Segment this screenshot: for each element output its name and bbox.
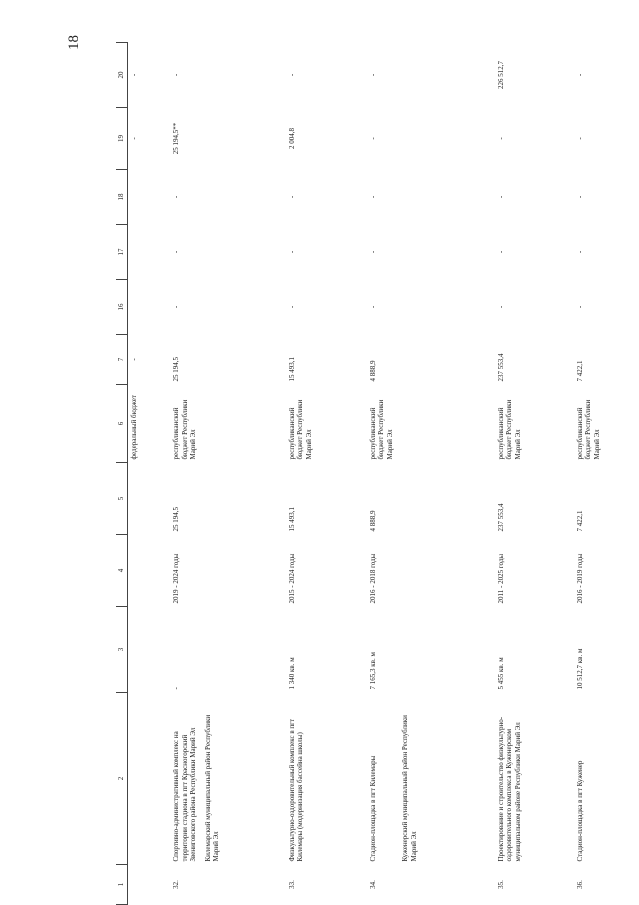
cell: 2 004,8 bbox=[287, 128, 296, 149]
cell: 237 553,4 bbox=[496, 503, 505, 532]
cell: - bbox=[368, 137, 377, 140]
cell: - bbox=[496, 250, 505, 254]
table-row bbox=[495, 43, 574, 905]
cell: - bbox=[130, 137, 138, 140]
col-header: 19 bbox=[116, 108, 128, 170]
object-name: Физкультурно-оздоровительный комплекс в пгт Килемары (модернизация бассейна школы) bbox=[287, 718, 305, 862]
cell: - bbox=[496, 305, 505, 309]
table-row bbox=[286, 43, 367, 905]
table-row bbox=[574, 43, 638, 905]
table-row bbox=[170, 43, 285, 905]
object-name: Стадион-площадка в пгт Килемары Куженерский муниципальный район Республики Марий Эл bbox=[367, 693, 495, 865]
area: 10 512,7 кв. м bbox=[575, 648, 584, 690]
area: 7 165,3 кв. м bbox=[368, 652, 377, 690]
col-header: 2 bbox=[116, 693, 128, 865]
cell: 237 553,4 bbox=[496, 353, 505, 382]
cell: 25 194,5 bbox=[172, 507, 181, 532]
funding-source: республиканский бюджет Республики Марий Эл bbox=[172, 399, 198, 460]
cell: - bbox=[130, 73, 138, 77]
cell: - bbox=[287, 305, 296, 309]
object-name: Стадион-площадка в пгт Куженер bbox=[575, 760, 584, 862]
row-number: 36. bbox=[575, 880, 584, 889]
cell: 15 493,1 bbox=[287, 507, 296, 532]
row-number: 32. bbox=[172, 880, 181, 889]
cell: - bbox=[368, 305, 377, 309]
table-row bbox=[367, 43, 495, 905]
table-row bbox=[128, 43, 171, 905]
cell: - bbox=[575, 250, 584, 254]
municipality: Килемарский муниципальный район Республики Марий Эл bbox=[203, 714, 221, 862]
cell: - bbox=[287, 195, 296, 199]
years: 2016 - 2019 годы bbox=[575, 553, 584, 604]
cell: - bbox=[368, 195, 377, 199]
municipality: Куженерский муниципальный район Республики Марий Эл bbox=[401, 715, 418, 862]
col-header: 6 bbox=[116, 385, 128, 463]
cell: - bbox=[368, 250, 377, 254]
cell bbox=[128, 170, 171, 225]
cell: 7 422,1 bbox=[575, 360, 584, 382]
years: 2016 - 2018 годы bbox=[368, 553, 377, 604]
page-number: 18 bbox=[66, 35, 82, 50]
cell: 226 512,7 bbox=[496, 61, 505, 89]
col-header: 17 bbox=[116, 225, 128, 280]
col-header: 4 bbox=[116, 535, 128, 607]
program-table bbox=[116, 42, 638, 905]
funding-source: республиканский бюджет Республики Марий Эл bbox=[287, 399, 313, 460]
col-header: 7 bbox=[116, 335, 128, 385]
years: 2015 - 2024 годы bbox=[287, 553, 296, 604]
cell: - bbox=[172, 73, 181, 77]
years: 2019 - 2024 годы bbox=[172, 553, 181, 604]
cell: 4 888,9 bbox=[368, 360, 377, 382]
funding-source: республиканский бюджет Республики Марий Эл bbox=[575, 399, 601, 460]
funding-source: республиканский бюджет Республики Марий Эл bbox=[496, 399, 522, 460]
cell: - bbox=[575, 305, 584, 309]
funding-source: федеральный бюджет bbox=[130, 395, 138, 460]
col-header: 5 bbox=[116, 463, 128, 535]
cell: - bbox=[287, 73, 296, 77]
cell: 25 194,5 bbox=[172, 357, 181, 382]
cell bbox=[128, 280, 171, 335]
funding-source: республиканский бюджет Республики Марий Эл bbox=[368, 399, 394, 460]
col-header: 16 bbox=[116, 280, 128, 335]
row-number: 35. bbox=[496, 880, 505, 889]
cell: - bbox=[130, 358, 138, 361]
col-header: 1 bbox=[116, 865, 128, 905]
object-name: Спортивно-административный комплекс на территории стадиона в пгт Красногорский Звениговского района Республики Марий Эл Килемарский муниципальный район Республики Марий Эл bbox=[170, 693, 285, 865]
area: 1 340 кв. м bbox=[287, 657, 296, 690]
cell: - bbox=[172, 305, 181, 309]
col-header: 3 bbox=[116, 607, 128, 693]
cell: - bbox=[575, 137, 584, 140]
cell: - bbox=[575, 195, 584, 199]
area: - bbox=[172, 687, 181, 690]
cell: - bbox=[496, 195, 505, 199]
cell: 4 888,9 bbox=[368, 510, 377, 532]
row-number: 34. bbox=[368, 880, 377, 889]
cell: 25 194,5** bbox=[172, 122, 181, 155]
cell: - bbox=[368, 73, 377, 77]
cell bbox=[128, 225, 171, 280]
document-table-sheet bbox=[116, 43, 638, 905]
column-number-header bbox=[116, 43, 128, 905]
cell: 7 422,1 bbox=[575, 510, 584, 532]
years: 2011 - 2025 годы bbox=[496, 553, 505, 604]
col-header: 18 bbox=[116, 170, 128, 225]
object-name: Проектирование и строительство физкультурно-оздоровительного комплекса в Куженерском муниципальном районе Республики Марий Эл bbox=[496, 716, 522, 862]
col-header: 20 bbox=[116, 43, 128, 108]
cell: - bbox=[575, 73, 584, 77]
row-number: 33. bbox=[287, 880, 296, 889]
cell: - bbox=[496, 137, 505, 140]
cell: - bbox=[172, 250, 181, 254]
area: 5 455 кв. м bbox=[496, 657, 505, 690]
cell: - bbox=[287, 250, 296, 254]
cell: - bbox=[172, 195, 181, 199]
cell: 15 493,1 bbox=[287, 357, 296, 382]
